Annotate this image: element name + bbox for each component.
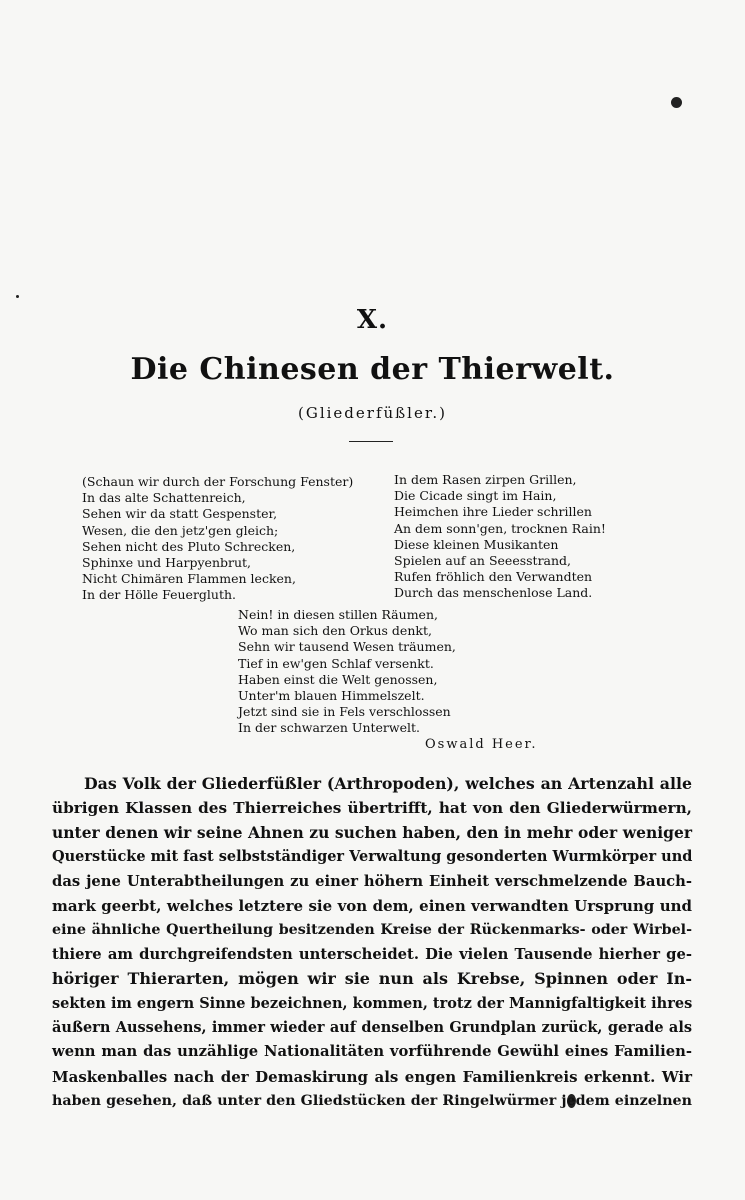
verse-line: Sehen wir da statt Gespenster,	[82, 506, 278, 522]
divider	[349, 441, 393, 442]
verse-line: Spielen auf an Seeesstrand,	[394, 552, 572, 568]
ink-spot	[16, 295, 19, 298]
verse-line: In der Hölle Feuergluth.	[82, 587, 237, 603]
chapter-title: Die Chinesen der Thierwelt.	[130, 352, 615, 387]
verse-line: Sehen nicht des Pluto Schrecken,	[82, 538, 296, 554]
verse-line: Sehn wir tausend Wesen träumen,	[238, 639, 456, 655]
text-line: Das Volk der Gliederfüßler (Arthropoden), welches an Artenzahl alle	[84, 774, 692, 793]
text-line: Querstücke mit fast selbstständiger Verwaltung gesonderten Wurmkörper und	[52, 848, 693, 866]
verse-line: Heimchen ihre Lieder schrillen	[394, 504, 592, 520]
verse-line: In der schwarzen Unterwelt.	[238, 720, 420, 736]
text-line: unter denen wir seine Ahnen zu suchen haben, den in mehr oder weniger	[52, 822, 692, 842]
verse-line: Rufen fröhlich den Verwandten	[394, 569, 593, 585]
poem-right-stanza	[394, 472, 606, 602]
text-line: wenn man das unzählige Nationalitäten vorführende Gewühl eines Familien-	[52, 1043, 692, 1061]
verse-line: Jetzt sind sie in Fels verschlossen	[238, 704, 451, 720]
verse-line: Wesen, die den jetz'gen gleich;	[82, 522, 279, 538]
body-paragraph	[52, 772, 692, 1113]
chapter-subtitle: (Gliederfüßler.)	[297, 404, 447, 422]
verse-line: Tief in ew'gen Schlaf versenkt.	[238, 655, 434, 671]
text-line: sekten im engern Sinne bezeichnen, kommen, trotz der Mannigfaltigkeit ihres	[52, 994, 693, 1012]
chapter-number: X.	[356, 305, 389, 335]
text-line: Maskenballes nach der Demaskirung als engen Familienkreis erkennt. Wir	[52, 1067, 692, 1086]
verse-line: Sphinxe und Harpyenbrut,	[82, 554, 252, 570]
poem-author: Oswald Heer.	[425, 737, 538, 752]
verse-line: Wo man sich den Orkus denkt,	[238, 623, 432, 639]
verse-line: Die Cicade singt im Hain,	[394, 488, 557, 504]
text-line: thiere am durchgreifendsten unterscheidet. Die vielen Tausende hierher ge-	[52, 945, 692, 963]
text-line: das jene Unterabtheilungen zu einer höhern Einheit verschmelzende Bauch-	[52, 872, 692, 890]
verse-line: In das alte Schattenreich,	[82, 490, 246, 506]
text-line: haben gesehen, daß unter den Gliedstücken der Ringelwürmer jedem einzelnen	[52, 1093, 692, 1110]
text-line: eine ähnliche Quertheilung besitzenden Kreise der Rückenmarks- oder Wirbel-	[52, 922, 692, 939]
text-line: mark geerbt, welches letztere sie von dem, einen verwandten Ursprung und	[52, 896, 692, 915]
ink-spot	[671, 97, 682, 108]
verse-line: In dem Rasen zirpen Grillen,	[394, 472, 577, 487]
poem-center-stanza	[238, 607, 456, 737]
verse-line: Haben einst die Welt genossen,	[238, 671, 438, 687]
text-line: höriger Thierarten, mögen wir sie nun als Krebse, Spinnen oder In-	[52, 969, 692, 989]
text-line: äußern Aussehens, immer wieder auf denselben Grundplan zurück, gerade als	[52, 1018, 692, 1036]
verse-line: An dem sonn'gen, trocknen Rain!	[394, 520, 606, 536]
text-line: übrigen Klassen des Thierreiches übertrifft, hat von den Gliederwürmern,	[52, 799, 692, 818]
verse-line: Diese kleinen Musikanten	[394, 536, 559, 552]
poem-left-stanza	[82, 474, 353, 604]
verse-line: Nicht Chimären Flammen lecken,	[82, 571, 296, 587]
verse-line: Durch das menschenlose Land.	[394, 585, 593, 601]
verse-line: Nein! in diesen stillen Räumen,	[238, 607, 438, 622]
verse-line: (Schaun wir durch der Forschung Fenster)	[82, 474, 354, 489]
verse-line: Unter'm blauen Himmelszelt.	[238, 687, 425, 703]
